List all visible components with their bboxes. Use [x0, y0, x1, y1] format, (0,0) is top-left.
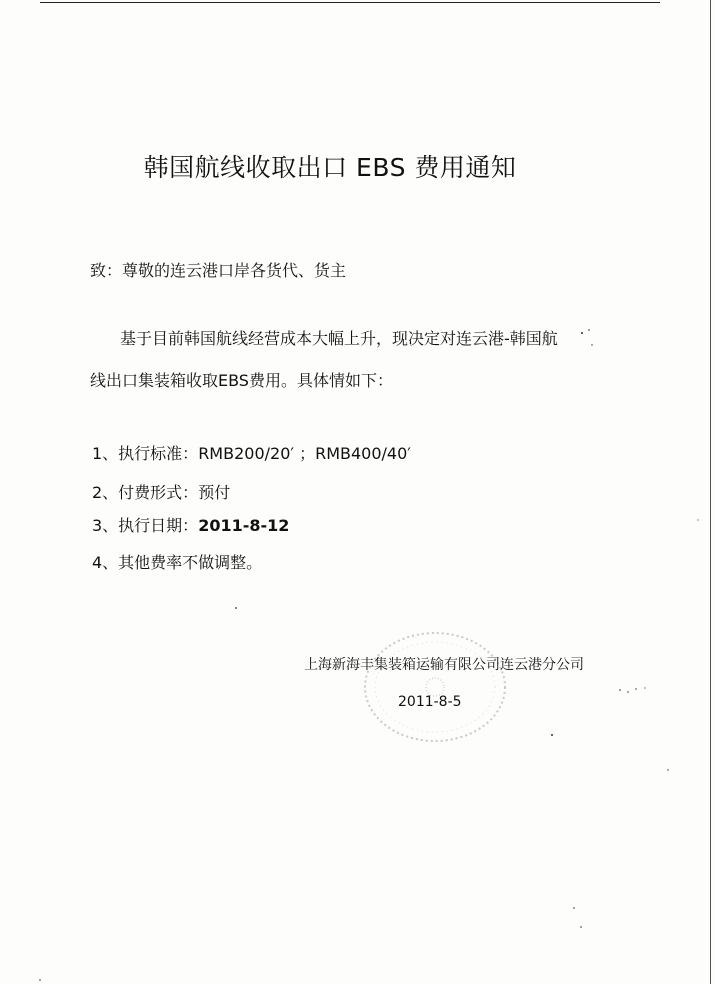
list-item-value: 预付 [198, 483, 231, 502]
list-item-other-rates [92, 550, 262, 573]
body-paragraph-line-1: 基于目前韩国航线经营成本大幅上升，现决定对连云港-韩国航 [120, 329, 558, 348]
signature-company: 上海新海丰集装箱运输有限公司连云港分公司 [304, 657, 584, 673]
scan-top-edge [40, 2, 660, 3]
list-item-prefix: 3、执行日期： [92, 516, 199, 535]
notice-title: 韩国航线收取出口 EBS 费用通知 [143, 153, 517, 182]
salutation: 致：尊敬的连云港口岸各货代、货主 [90, 261, 347, 280]
list-item-prefix: 1、执行标准： [92, 444, 199, 463]
body-paragraph-line-2: 线出口集装箱收取EBS费用。具体情如下： [90, 371, 393, 390]
list-item-standard [92, 441, 411, 464]
list-item-value: RMB200/20′ ；RMB400/40′ [198, 444, 411, 463]
scan-right-edge [710, 0, 711, 984]
faded-seal-stamp [360, 628, 510, 746]
list-item-effective-date [92, 513, 289, 536]
list-item-prefix: 2、付费形式： [92, 483, 199, 502]
list-item-payment [92, 480, 230, 503]
list-item-value: 2011-8-12 [198, 516, 290, 535]
signature-date: 2011-8-5 [398, 694, 462, 710]
list-item-prefix: 4、其他费率不做调整。 [92, 553, 263, 572]
